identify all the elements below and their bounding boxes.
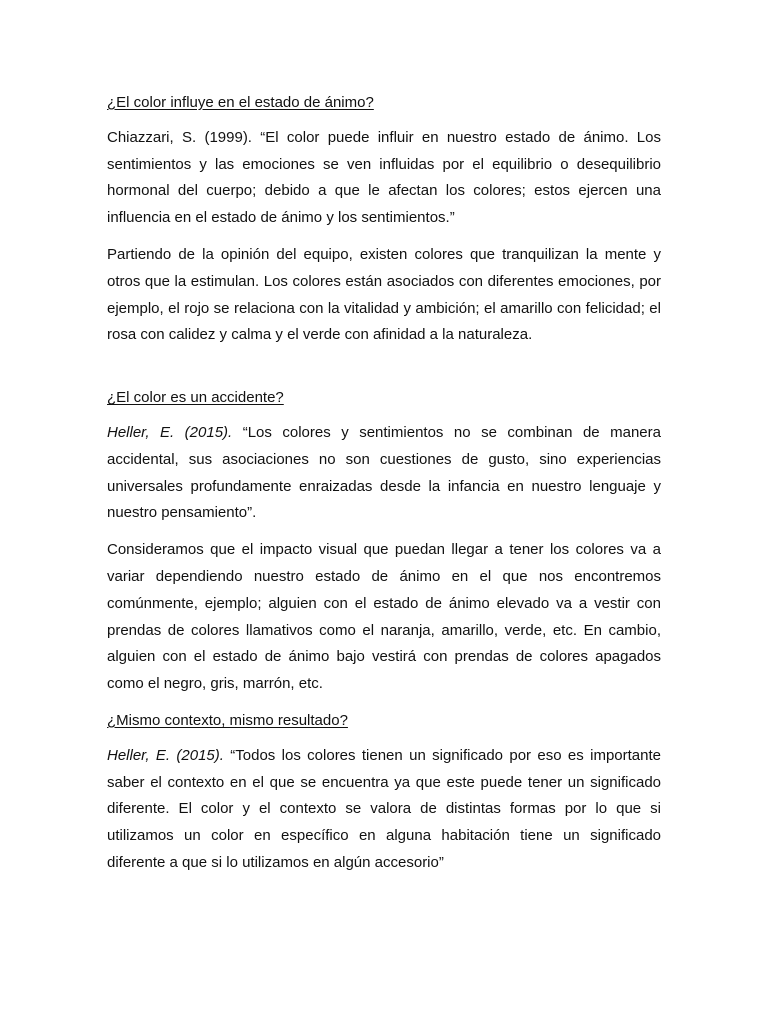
quote-paragraph xyxy=(107,420,661,527)
quote-paragraph xyxy=(107,743,661,877)
section-heading: ¿El color influye en el estado de ánimo? xyxy=(107,94,374,111)
citation: Chiazzari, S. (1999). xyxy=(107,128,252,146)
citation: Heller, E. (2015). xyxy=(107,423,233,441)
body-paragraph: Partiendo de la opinión del equipo, existen colores que tranquilizan la mente y otros que la estimulan. Los colores están asociados con diferentes emociones, por ejemplo, el rojo se relaciona con la vitalidad y ambición; el amarillo con felicidad; el rosa con calidez y calma y el verde con afinidad a la naturaleza. xyxy=(107,245,661,344)
body-paragraph: Consideramos que el impacto visual que puedan llegar a tener los colores va a variar dependiendo nuestro estado de ánimo en el que nos encontremos comúnmente, ejemplo; alguien con el estado de ánimo elevado va a vestir con prendas de colores llamativos como el naranja, amarillo, verde, etc. En cambio, alguien con el estado de ánimo bajo vestirá con prendas de colores apagados como el negro, gris, marrón, etc. xyxy=(107,541,661,693)
quote-text: “Todos los colores tienen un significado por eso es importante saber el contexto en el que se encuentra ya que este puede tener un significado diferente. El color y el contexto se valora de distintas formas por lo que si utilizamos un color en específico en alguna habitación tiene un significado diferente a que si lo utilizamos en algún accesorio” xyxy=(107,746,661,871)
section-spacer xyxy=(107,359,661,385)
citation: Heller, E. (2015). xyxy=(107,746,224,764)
quote-text: “El color puede influir en nuestro estado de ánimo. Los sentimientos y las emociones se ven influidas por el equilibrio o desequilibrio hormonal del cuerpo; debido a que le afectan los colores; estos ejercen una influencia en el estado de ánimo y los sentimientos.” xyxy=(107,128,661,227)
section-heading: ¿El color es un accidente? xyxy=(107,389,284,407)
quote-text: “Los colores y sentimientos no se combinan de manera accidental, sus asociaciones no son cuestiones de gusto, sino experiencias universales profundamente enraizadas desde la infancia en nuestro lenguaje y nuestro pensamiento”. xyxy=(107,423,661,522)
document-page xyxy=(107,90,661,887)
quote-paragraph xyxy=(107,125,661,232)
section-heading: ¿Mismo contexto, mismo resultado? xyxy=(107,711,348,729)
